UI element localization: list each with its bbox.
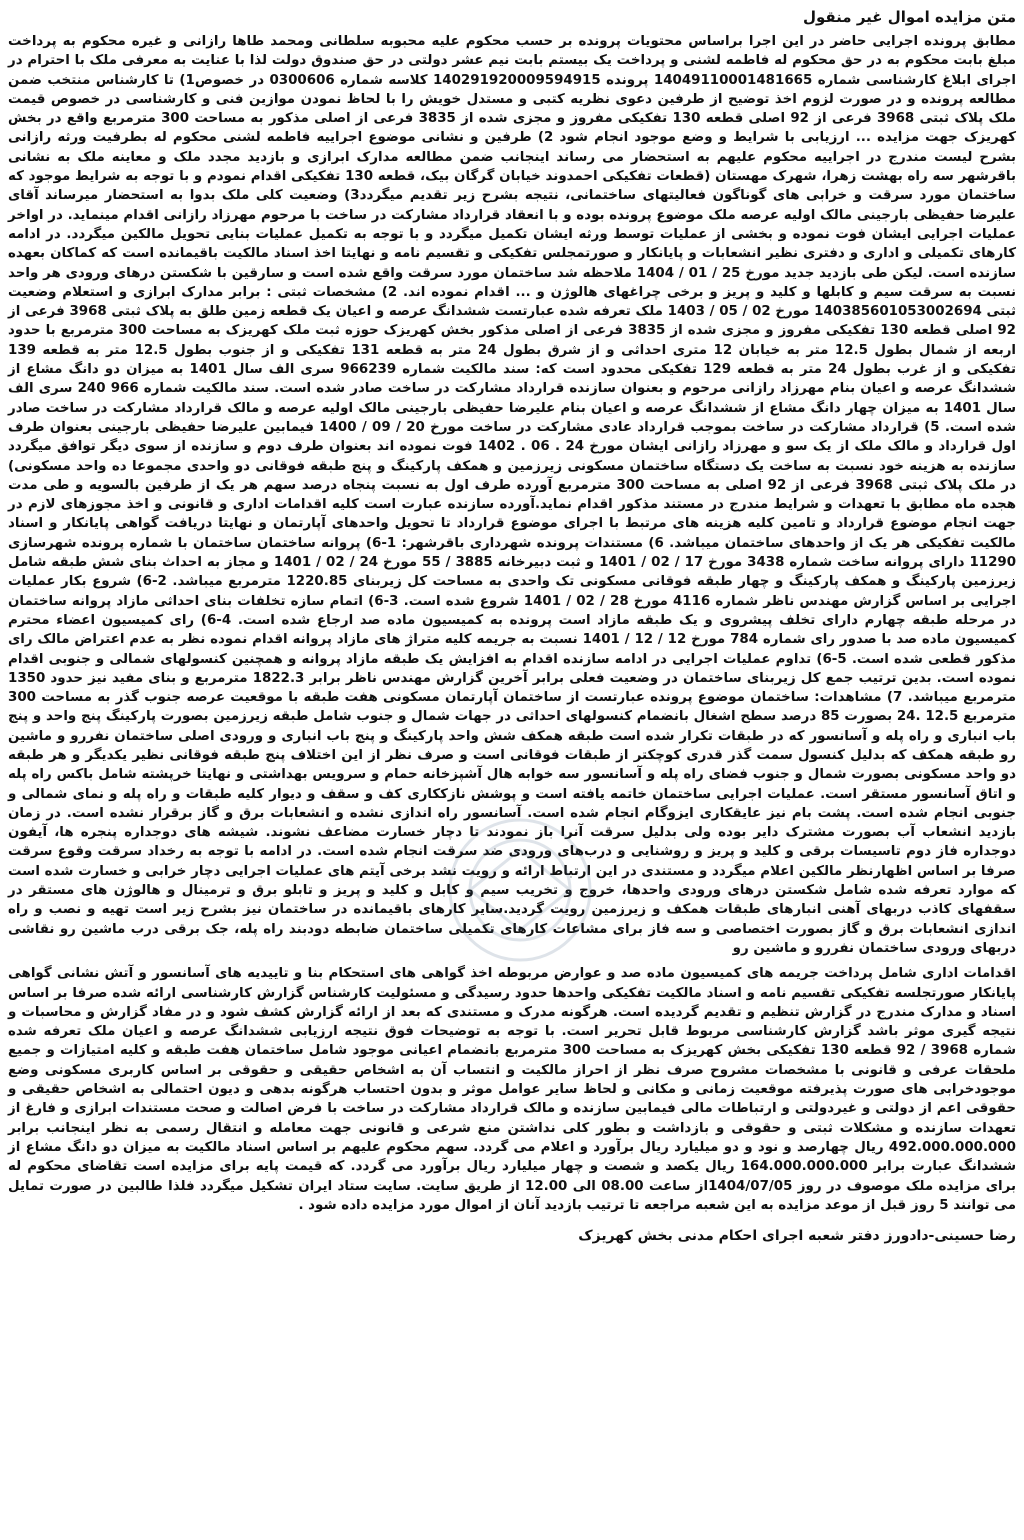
notice-paragraph-valuation: اقدامات اداری شامل پرداخت جریمه های کمیسیون ماده صد و عوارض مربوطه اخذ گواهی های استحکام بنا و تاییدیه های آسانسور و آتش نشانی گواهی پایانکار صورتجلسه تفکیکی تقسیم نامه و اسناد مالکیت تفکیکی واحدها حدود رسیدگی و مسئولیت کارشناس گزارش کارشناسی ارائه شده صرفا بر اساس اسناد و مدارک مندرج در گزارش تنظیم و تقدیم گردیده است. هرگونه مدرک و مستندی که بعد از ارائه گزارش کشف شود و در مفاد گزارش و محاسبات و نتیجه گیری موثر باشد گزارش کارشناسی مربوط قابل تحریر است. با توجه به توضیحات فوق نتیجه ارزیابی ششدانگ عرصه و اعیان ملک تعرفه شده شماره 3968 / 92 قطعه 130 تفکیکی بخش کهریزک به مساحت 300 مترمربع بانضمام اعیانی موجود شامل ساختمان هفت طبقه و کلیه امتیازات و جمیع ملحقات عرفی و قانونی با مشخصات مشروح صرف نظر از احراز مالکیت و انتساب آن به اشخاص حقیقی و حقوقی بر اساس کاربری مسکونی وضع موجودخرابی های صورت پذیرفته موقعیت زمانی و مکانی و لحاظ سایر عوامل موثر و بدون احتساب هرگونه بدهی و دیون احتمالی به اشخاص حقیقی و حقوقی اعم از دولتی و غیردولتی و ارتباطات مالی فیمابین سازنده و مالک قرارداد مشارکت در ساخت با فرض اصالت و صحت مستندات ابرازی و فارغ از تعهدات سازنده و مشکلات ثبتی و حقوقی و بازداشت و بطور کلی نداشتن منع شرعی و قانونی جهت معامله و انتقال رسمی به نظر اینجانب برابر 492.000.000.000 ریال چهارصد و نود و دو میلیارد ریال برآورد و اعلام می گردد. سهم محکوم علیهم بر اساس اسناد مالکیت به میزان دو دانگ مشاع از ششدانگ عبارت برابر 164.000.000.000 ریال یکصد و شصت و چهار میلیارد ریال برآورد می گردد. که قیمت پایه برای مزایده است تقاضای محکوم له برای مزایده ملک موصوف در روز 1404/07/05از ساعت 08.00 الی 12.00 از طریق سایت. سایت ستاد ایران تشکیل میگردد فلذا طالبین در صورت تمایل می توانند 5 روز قبل از موعد مزایده به این شعبه مراجعه تا ترتیب بازدید آنان از اموال مورد مزایده داده شود .: [8, 966, 1016, 1213]
notice-signature: رضا حسینی-دادورز دفتر شعبه اجرای احکام مدنی بخش کهریزک: [578, 1228, 1016, 1245]
notice-title: متن مزایده اموال غیر منقول: [802, 8, 1016, 26]
notice-paragraph-main: مطابق پرونده اجرایی حاضر در این اجرا براساس محتویات پرونده بر حسب محکوم علیه محبوبه سلطانی ومحمد طاها رازانی و غیره محکوم به پرداخت مبلغ بابت محکوم به در حق محکوم له فاطمه لشنی و پرداخت یک بیستم بابت نیم عشر دولتی در حق صندوق دولت لذا با عنایت به معرفی ملک با احترام در اجرای ابلاغ کارشناسی شماره 14049110001481665 پرونده 140291920009594915 کلاسه شماره 0300606 در خصوص1) تا کارشناس منتخب ضمن مطالعه پرونده و در صورت لزوم اخذ توضیح از طرفین دعوی نظریه کتبی و مستدل خویش را با لحاظ نمودن موازین فنی و کارشناسی در خصوص قیمت ملک پلاک ثبتی 3968 فرعی از 92 اصلی قطعه 130 تفکیکی مفروز و مجزی شده از 3835 فرعی از اصلی مذکور به مساحت 300 مترمربع واقع در بخش کهریزک جهت مزایده ... ارزیابی با شرایط و وضع موجود انجام شود 2) طرفین و نشانی موضوع اجراییه فاطمه لشنی محکوم له بطرفیت ورثه رازانی بشرح لیست مندرج در اجراییه محکوم علیهم به استحضار می رساند اینجانب ضمن مطالعه مدارک ابرازی و بازدید مجدد ملک و معاینه ملک به نشانی باقرشهر سه راه بهشت زهرا، شهرک مهستان (قطعات تفکیکی احمدوند خیابان گرگان بیک، قطعه 130 تفکیکی اقدام نمودم و با توجه به شرایط موجود که ساختمان مورد سرقت و خرابی های گوناگون فعالیتهای ساختمانی، نتیجه بشرح زیر تقدیم میگردد3) وضعیت کلی ملک بدوا به استحضار میرساند آقای علیرضا حفیظی بارجینی مالک اولیه عرصه ملک موضوع پرونده بوده و با انعقاد قرارداد مشارکت در ساخت با مرحوم مهرزاد رازانی اقدام مینماید. در اواخر عملیات اجرایی ایشان فوت نموده و بخشی از عملیات توسط ورثه ایشان تکمیل میگردد و با توجه به تکمیل عملیات بنایی تحویل مالکین میگردد. در ادامه کارهای تکمیلی و اداری و دفتری نظیر انشعابات و پایانکار و صورتمجلس تفکیکی و تقسیم نامه و نهایتا اخذ اسناد مالکیت باقیمانده است که کماکان بعهده سازنده است. لیکن طی بازدید جدید مورخ 25 / 01 / 1404 ملاحظه شد ساختمان مورد سرقت واقع شده است و سارقین با شکستن درهای ورودی هر واحد نسبت به سرقت سیم و کابلها و کلید و پریز و برخی چراغهای هالوژن و ... اقدام نموده اند. 2) مشخصات ثبتی : برابر مدارک ابرازی و استعلام وضعیت ثبتی 140385601053002694 مورخ 02 / 05 / 1403 ملک تعرفه شده عبارتست ششدانگ عرصه و اعیان یک قطعه زمین طلق به پلاک ثبتی 3968 فرعی از 92 اصلی قطعه 130 تفکیکی مفروز و مجزی شده از 3835 فرعی از اصلی مذکور بخش کهریزک حوزه ثبت ملک کهریزک به مساحت 300 مترمربع با حدود اربعه از شمال بطول 12.5 متر به خیابان 12 متری احداثی و از شرق بطول 24 متر به قطعه 131 تفکیکی و از جنوب بطول 12.5 متر به قطعه 139 تفکیکی و از غرب بطول 24 متر به قطعه 129 تفکیکی محدود است که: سند مالکیت شماره 966239 سری الف سال 1401 به میزان دو دانگ مشاع از ششدانگ عرصه و اعیان بنام مهرزاد رازانی مرحوم و بعنوان سازنده قرارداد مشارکت در ساخت صادر شده است. سند مالکیت شماره 966 240 سری الف سال 1401 به میزان چهار دانگ مشاع از ششدانگ عرصه و اعیان بنام علیرضا حفیظی بارجینی مالک اولیه عرصه و مالک قرارداد مشارکت در ساخت صادر شده است. 5) قرارداد مشارکت در ساخت بموجب قرارداد عادی مشارکت در ساخت مورخ 20 / 09 / 1400 فیمابین علیرضا حفیظی بارجینی بعنوان طرف اول قرارداد و مالک ملک از یک سو و مهرزاد رازانی ایشان مورخ 24 . 06 . 1402 فوت نموده اند بعنوان طرف دوم و سازنده از سوی دیگر توافق میگردد سازنده به هزینه خود نسبت به ساخت یک دستگاه ساختمان مسکونی زیرزمین و همکف پارکینگ و پنج طبقه فوقانی دو واحدی مجموعا ده واحد مسکونی) در ملک پلاک ثبتی 3968 فرعی از 92 اصلی به مساحت 300 مترمربع آورده طرف اول به نسبت پنجاه درصد سهم هر یک از طرفین بالسویه و طی مدت هجده ماه مطابق با تعهدات و شرایط مندرج در مستند مذکور اقدام نماید.آورده سازنده عبارت است کلیه اقدامات اداری و قانونی و اخذ مجوزهای لازم در جهت انجام موضوع قرارداد و تامین کلیه هزینه های مرتبط با اجرای موضوع قرارداد تا تحویل واحدهای آپارتمان و نهایتا دریافت گواهی پایانکار و اسناد مالکیت تفکیکی هر یک از واحدهای ساختمان میباشد. 6) مستندات پرونده شهرداری باقرشهر: 1-6) پروانه ساختمان ساختمان با شماره پرونده شهرسازی 11290 دارای پروانه ساخت شماره 3438 مورخ 17 / 02 / 1401 و ثبت دبیرخانه 3885 / 55 مورخ 24 / 02 / 1401 و مجاز به احداث بنای شش طبقه شامل زیرزمین پارکینگ و همکف پارکینگ و چهار طبقه فوقانی مسکونی تک واحدی به مساحت کل زیربنای 1220.85 مترمربع میباشد. 2-6) شروع بکار عملیات اجرایی بر اساس گزارش مهندس ناظر شماره 4116 مورخ 28 / 02 / 1401 شروع شده است. 3-6) اتمام سازه تخلفات بنای احداثی مازاد پروانه ساختمان در مرحله طبقه چهارم دارای تخلف پیشروی و یک طبقه مازاد است پرونده به کمیسیون ماده صد ارجاع شده است. 4-6) رای کمیسیون اعضاء محترم کمیسیون ماده صد با صدور رای شماره 784 مورخ 12 / 12 / 1401 نسبت به جریمه کلیه متراژ های مازاد پروانه اقدام نموده نظر به عدم اعتراض مالک رای مذکور قطعی شده است. 5-6) تداوم عملیات اجرایی در ادامه سازنده اقدام به افزایش یک طبقه مازاد پروانه و همچنین کنسولهای شمالی و جنوبی اقدام نموده است. بدین ترتیب جمع کل زیربنای ساختمان در وضعیت فعلی برابر آخرین گزارش مهندس ناظر برابر 1822.3 مترمربع و بنای مفید نیز حدود 1350 مترمربع میباشد. 7) مشاهدات: ساختمان موضوع پرونده عبارتست از ساختمان آپارتمان مسکونی هفت طبقه با موقعیت عرصه جنوب گذر به مساحت 300 مترمربع 12.5 .24 بصورت 85 درصد سطح اشغال بانضمام کنسولهای احداثی در جهات شمال و جنوب شامل طبقه زیرزمین بصورت پارکینگ پنج واحد و پنج باب انباری و راه پله و آسانسور که در طبقات تکرار شده است طبقه همکف شش واحد پارکینگ و پنج باب انباری و ورودی اصلی ساختمان نفررو و ماشین رو طبقه همکف که بدلیل کنسول سمت گذر قدری کوچکتر از طبقات فوقانی است و صرف نظر از این اختلاف پنج طبقه فوقانی نظیر یکدیگر و هر طبقه دو واحد مسکونی بصورت شمال و جنوب فضای راه پله و آسانسور سه خوابه هال آشپزخانه حمام و سرویس بهداشتی و نهایتا خرپشته شامل باکس راه پله و اتاق آسانسور مستقر است. عملیات اجرایی ساختمان خاتمه یافته است و پوشش نازککاری کف و سقف و دیوار کلیه طبقات و راه پله و نمای شمالی و جنوبی انجام شده است. پشت بام نیز عایقکاری ایزوگام انجام شده است. آسانسور راه اندازی نشده و انشعابات برق و گاز برقرار نشده است. در زمان بازدید انشعاب آب بصورت مشترک دایر بوده ولی بدلیل سرقت آنرا باز نمودند تا دچار خسارت مضاعف نشوند. شیشه های دوجداره پنجره ها، آیفون دوجداره فاز دوم تاسیسات برقی و کلید و پریز و روشنایی و درب‌های ورودی ضد سرقت انجام شده است. در ادامه با توجه به رخداد سرقت وقوع سرقت صرفا بر اساس اظهارنظر مالکین اعلام میگردد و مستندی در این ارتباط ارائه و رویت نشد برخی آیتم های عملیات اجرایی دچار خرابی و خسارت شده است که موارد تعرفه شده شامل شکستن درهای ورودی واحدها، خروج و تخریب سیم و کابل و کلید و پریز و تابلو برق و ترمینال و هالوژن های مستقر در سقفهای کاذب دربهای آهنی انبارهای طبقات همکف و زیرزمین رویت گردید.سایر کارهای باقیمانده در ساختمان نیز بشرح زیر است تهیه و نصب و راه اندازی انشعابات برق و گاز بصورت اختصاصی و سه فاز برای مشاعات کارهای تکمیلی ساختمان ضابطه دودبند راه پله، جک برقی درب ماشین رو نقاشی دربهای ورودی ساختمان نفررو و ماشین رو: [8, 34, 1017, 956]
auction-notice-page: [8, 6, 1016, 1534]
